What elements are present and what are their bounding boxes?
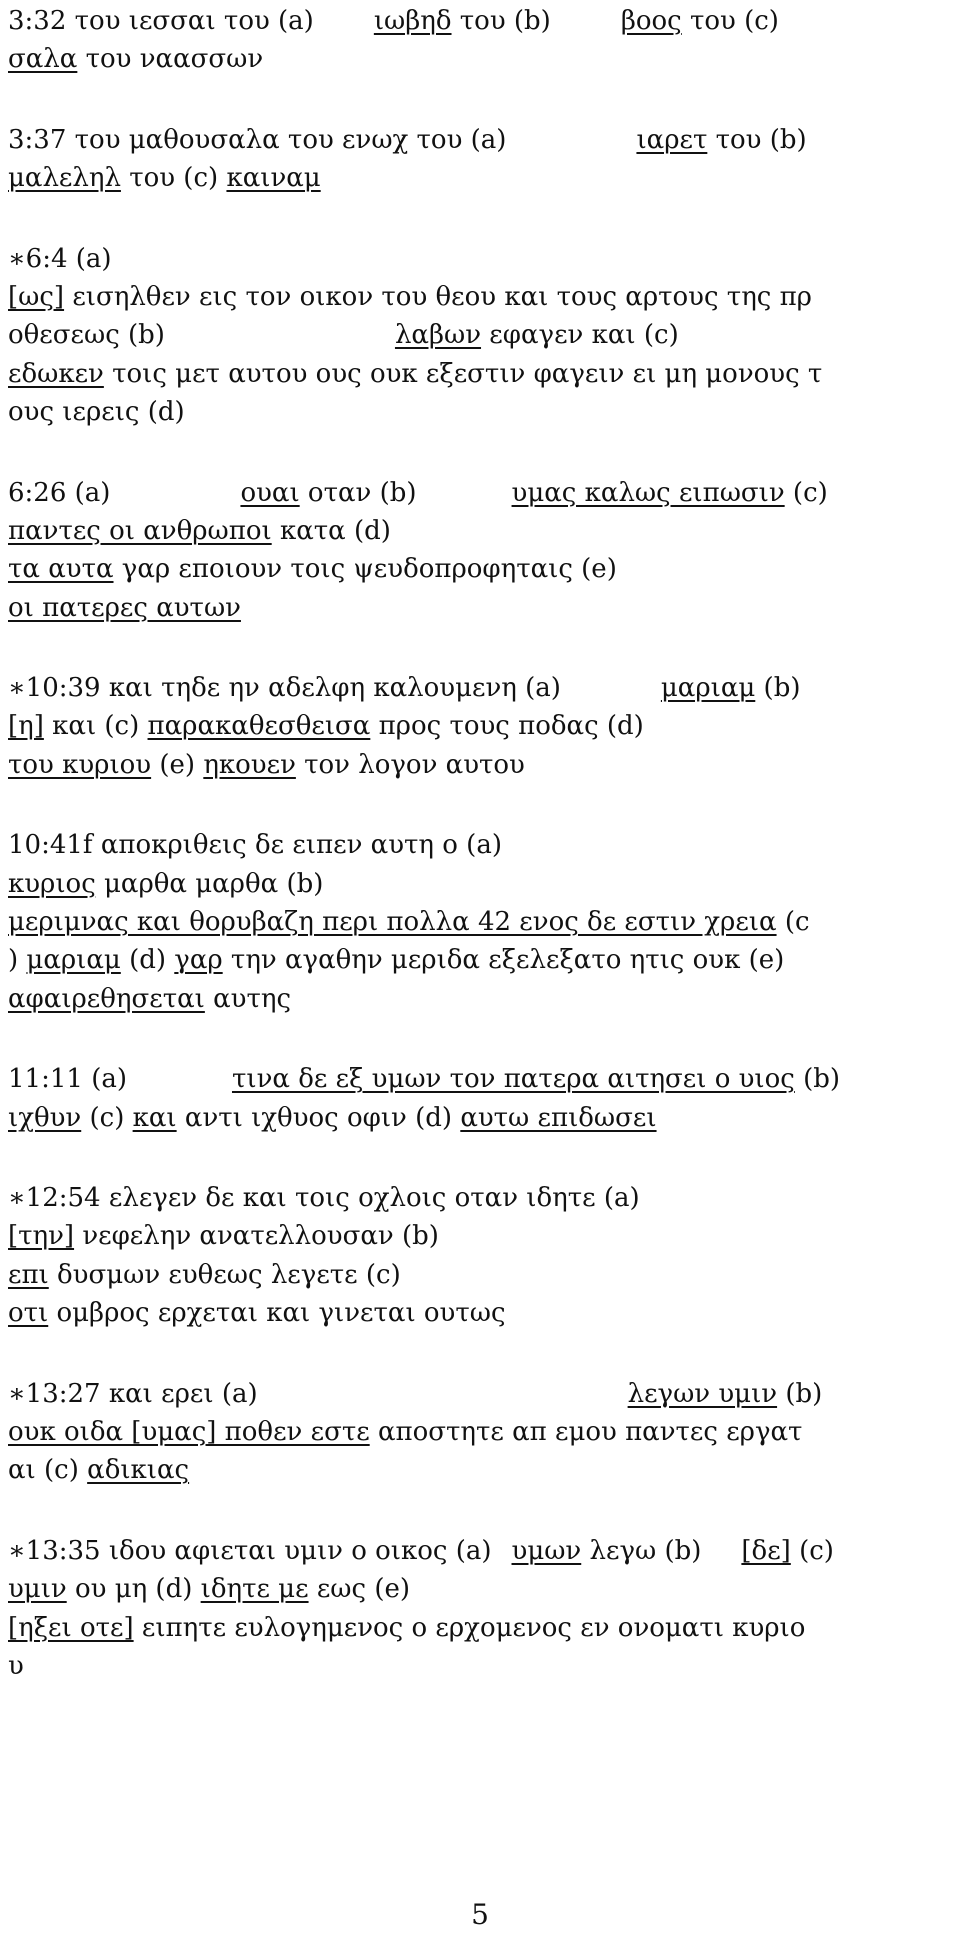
text-segment: (b) xyxy=(794,1064,841,1095)
underlined-variant: μεριμνας και θορυβαζη περι πολλα 42 ενος δε εστιν χρεια xyxy=(8,907,777,938)
text-segment: του (c) xyxy=(120,163,227,194)
text-line xyxy=(8,1256,952,1294)
text-segment: και (c) xyxy=(43,711,148,742)
text-line xyxy=(8,1060,952,1098)
text-line xyxy=(8,1451,952,1489)
text-line xyxy=(8,707,952,745)
entry-gap xyxy=(8,1018,952,1060)
text-line xyxy=(8,1570,952,1608)
underlined-variant: ιωβηδ xyxy=(373,6,452,36)
underlined-variant: σαλα xyxy=(8,44,78,75)
text-segment: αι (c) xyxy=(8,1455,88,1486)
text-line xyxy=(8,1609,952,1647)
text-segment: κατα (d) xyxy=(271,515,391,546)
underlined-variant: [η] xyxy=(8,711,44,742)
text-segment: (d) xyxy=(120,945,175,976)
underlined-variant: επι xyxy=(8,1259,49,1290)
underlined-variant: υμων xyxy=(511,1535,582,1566)
entry-gap xyxy=(8,79,952,121)
text-line xyxy=(8,589,952,627)
text-line xyxy=(8,278,952,316)
text-line xyxy=(8,121,952,159)
verse-entry xyxy=(8,1375,952,1490)
underlined-variant: καιναμ xyxy=(226,163,321,194)
text-segment: 3:37 του μαθουσαλα του ενωχ του (a) xyxy=(8,124,507,155)
underlined-variant: λαβων xyxy=(394,320,482,351)
text-segment: νεφελην ανατελλουσαν (b) xyxy=(74,1221,439,1252)
text-line xyxy=(8,1099,952,1137)
text-segment: ∗13:27 και ερει (a) xyxy=(8,1378,258,1409)
text-segment: τοις μετ αυτου ους ουκ εξεστιν φαγειν ει μη μονους τ xyxy=(103,358,823,389)
entry-gap xyxy=(8,1137,952,1179)
text-segment: μαρθα μαρθα (b) xyxy=(95,868,324,899)
text-line xyxy=(8,826,952,864)
page-number: 5 xyxy=(471,1898,489,1931)
entry-gap xyxy=(8,1333,952,1375)
verse-entry xyxy=(8,240,952,432)
text-line xyxy=(8,1413,952,1451)
text-segment: υ xyxy=(8,1650,24,1681)
text-segment: (b) xyxy=(755,673,801,704)
text-segment: εισηλθεν εις τον οικον του θεου και τους αρτους της πρ xyxy=(64,281,812,312)
text-line xyxy=(8,393,952,431)
underlined-variant: υμιν xyxy=(8,1574,67,1605)
underlined-variant: αυτω επιδωσει xyxy=(460,1102,657,1133)
entry-gap xyxy=(8,432,952,474)
verse-entry xyxy=(8,2,952,79)
verse-entry xyxy=(8,1532,952,1686)
text-segment: του (b) xyxy=(707,124,807,155)
underlined-variant: υμας καλως ειπωσιν xyxy=(511,477,785,508)
underlined-variant: και xyxy=(132,1102,177,1133)
text-segment: (b) xyxy=(777,1378,823,1409)
text-segment: αυτης xyxy=(204,983,292,1014)
underlined-variant: εδωκεν xyxy=(8,358,104,389)
text-segment: αποστητε απ εμου παντες εργατ xyxy=(369,1416,803,1447)
text-segment: ) xyxy=(8,945,27,976)
text-line xyxy=(8,1179,952,1217)
text-segment: λεγω (b) xyxy=(581,1535,702,1566)
underlined-variant: ηκουεν xyxy=(203,749,296,780)
text-segment: ∗12:54 ελεγεν δε και τοις οχλοις οταν ιδητε (a) xyxy=(8,1182,640,1213)
underlined-variant: ιδητε με xyxy=(200,1574,309,1605)
verse-entry xyxy=(8,826,952,1018)
text-segment: ∗6:4 (a) xyxy=(8,243,112,274)
underlined-variant: ουαι xyxy=(240,477,300,508)
verse-entry xyxy=(8,669,952,784)
text-segment: γαρ εποιουν τοις ψευδοπροφηταις (e) xyxy=(113,554,617,585)
underlined-variant: [δε] xyxy=(741,1535,791,1566)
text-segment: ους ιερεις (d) xyxy=(8,397,185,428)
entry-gap xyxy=(8,1490,952,1532)
text-segment: 6:26 (a) xyxy=(8,477,111,508)
text-line xyxy=(8,159,952,197)
underlined-variant: παρακαθεσθεισα xyxy=(147,711,371,742)
text-segment: εως (e) xyxy=(308,1574,410,1605)
underlined-variant: ιχθυν xyxy=(8,1102,82,1133)
text-segment: ειπητε ευλογημενος ο ερχομενος εν ονοματι κυριο xyxy=(133,1612,806,1643)
underlined-variant: οι πατερες αυτων xyxy=(8,592,241,623)
underlined-variant: τα αυτα xyxy=(8,554,114,585)
text-segment: 11:11 (a) xyxy=(8,1064,127,1095)
text-segment: (c) xyxy=(790,1535,834,1566)
underlined-variant: αφαιρεθησεται xyxy=(8,983,205,1014)
text-line xyxy=(8,1375,952,1413)
text-segment: ∗13:35 ιδου αφιεται υμιν ο οικος (a) xyxy=(8,1535,492,1566)
underlined-variant: [την] xyxy=(8,1221,75,1252)
underlined-variant: ουκ οιδα [υμας] ποθεν εστε xyxy=(8,1416,370,1447)
verse-entry xyxy=(8,121,952,198)
underlined-variant: [ηξει οτε] xyxy=(8,1612,134,1643)
verse-entry xyxy=(8,1060,952,1137)
text-line xyxy=(8,512,952,550)
text-line xyxy=(8,980,952,1018)
underlined-variant: μαριαμ xyxy=(26,945,121,976)
underlined-variant: παντες οι ανθρωποι xyxy=(8,515,272,546)
text-line xyxy=(8,1294,952,1332)
entry-gap xyxy=(8,198,952,240)
text-line xyxy=(8,669,952,707)
text-line xyxy=(8,40,952,78)
text-segment: ομβρος ερχεται και γινεται ουτως xyxy=(48,1298,506,1329)
text-segment: (c) xyxy=(81,1102,133,1133)
underlined-variant: αδικιας xyxy=(87,1455,190,1486)
entry-gap xyxy=(8,784,952,826)
text-line xyxy=(8,1647,952,1685)
text-segment: προς τους ποδας (d) xyxy=(370,711,644,742)
text-segment: δυσμων ευθεως λεγετε (c) xyxy=(48,1259,401,1290)
text-segment: ∗10:39 και τηδε ην αδελφη καλουμενη (a) xyxy=(8,673,561,704)
underlined-variant: βοος xyxy=(620,6,682,36)
underlined-variant: τινα δε εξ υμων τον πατερα αιτησει ο υιος xyxy=(231,1064,795,1095)
text-segment: του ναασσων xyxy=(77,44,264,75)
text-segment: του (b) xyxy=(451,6,551,36)
text-line xyxy=(8,240,952,278)
document-page xyxy=(8,2,952,1685)
text-segment: ου μη (d) xyxy=(66,1574,201,1605)
underlined-variant: του κυριου xyxy=(8,749,152,780)
underlined-variant: κυριος xyxy=(8,868,96,899)
underlined-variant: μαριαμ xyxy=(660,673,756,704)
text-line xyxy=(8,903,952,941)
text-line xyxy=(8,355,952,393)
text-segment: (c xyxy=(776,907,810,938)
text-line xyxy=(8,941,952,979)
text-segment: εφαγεν και (c) xyxy=(481,320,679,351)
text-segment: τον λογον αυτου xyxy=(295,749,525,780)
text-line xyxy=(8,316,952,354)
text-segment: αντι ιχθυος οφιν (d) xyxy=(176,1102,461,1133)
text-line xyxy=(8,2,952,40)
text-segment: οθεσεως (b) xyxy=(8,320,165,351)
text-segment: την αγαθην μεριδα εξελεξατο ητις ουκ (e) xyxy=(222,945,785,976)
entry-gap xyxy=(8,627,952,669)
underlined-variant: μαλεληλ xyxy=(8,163,121,194)
text-segment: (c) xyxy=(784,477,828,508)
underlined-variant: οτι xyxy=(8,1298,49,1329)
underlined-variant: γαρ xyxy=(174,945,223,976)
text-line xyxy=(8,550,952,588)
text-line xyxy=(8,1532,952,1570)
underlined-variant: ιαρετ xyxy=(636,124,708,155)
text-segment: του (c) xyxy=(681,6,779,36)
text-segment: (e) xyxy=(151,749,204,780)
underlined-variant: [ως] xyxy=(8,281,65,312)
text-segment: 10:41f αποκριθεις δε ειπεν αυτη ο (a) xyxy=(8,830,502,861)
text-line xyxy=(8,746,952,784)
text-segment: 3:32 του ιεσσαι του (a) xyxy=(8,6,314,36)
text-segment: οταν (b) xyxy=(299,477,417,508)
text-line xyxy=(8,865,952,903)
text-line xyxy=(8,1217,952,1255)
text-line xyxy=(8,474,952,512)
verse-entry xyxy=(8,474,952,628)
verse-entry xyxy=(8,1179,952,1333)
underlined-variant: λεγων υμιν xyxy=(627,1378,778,1409)
